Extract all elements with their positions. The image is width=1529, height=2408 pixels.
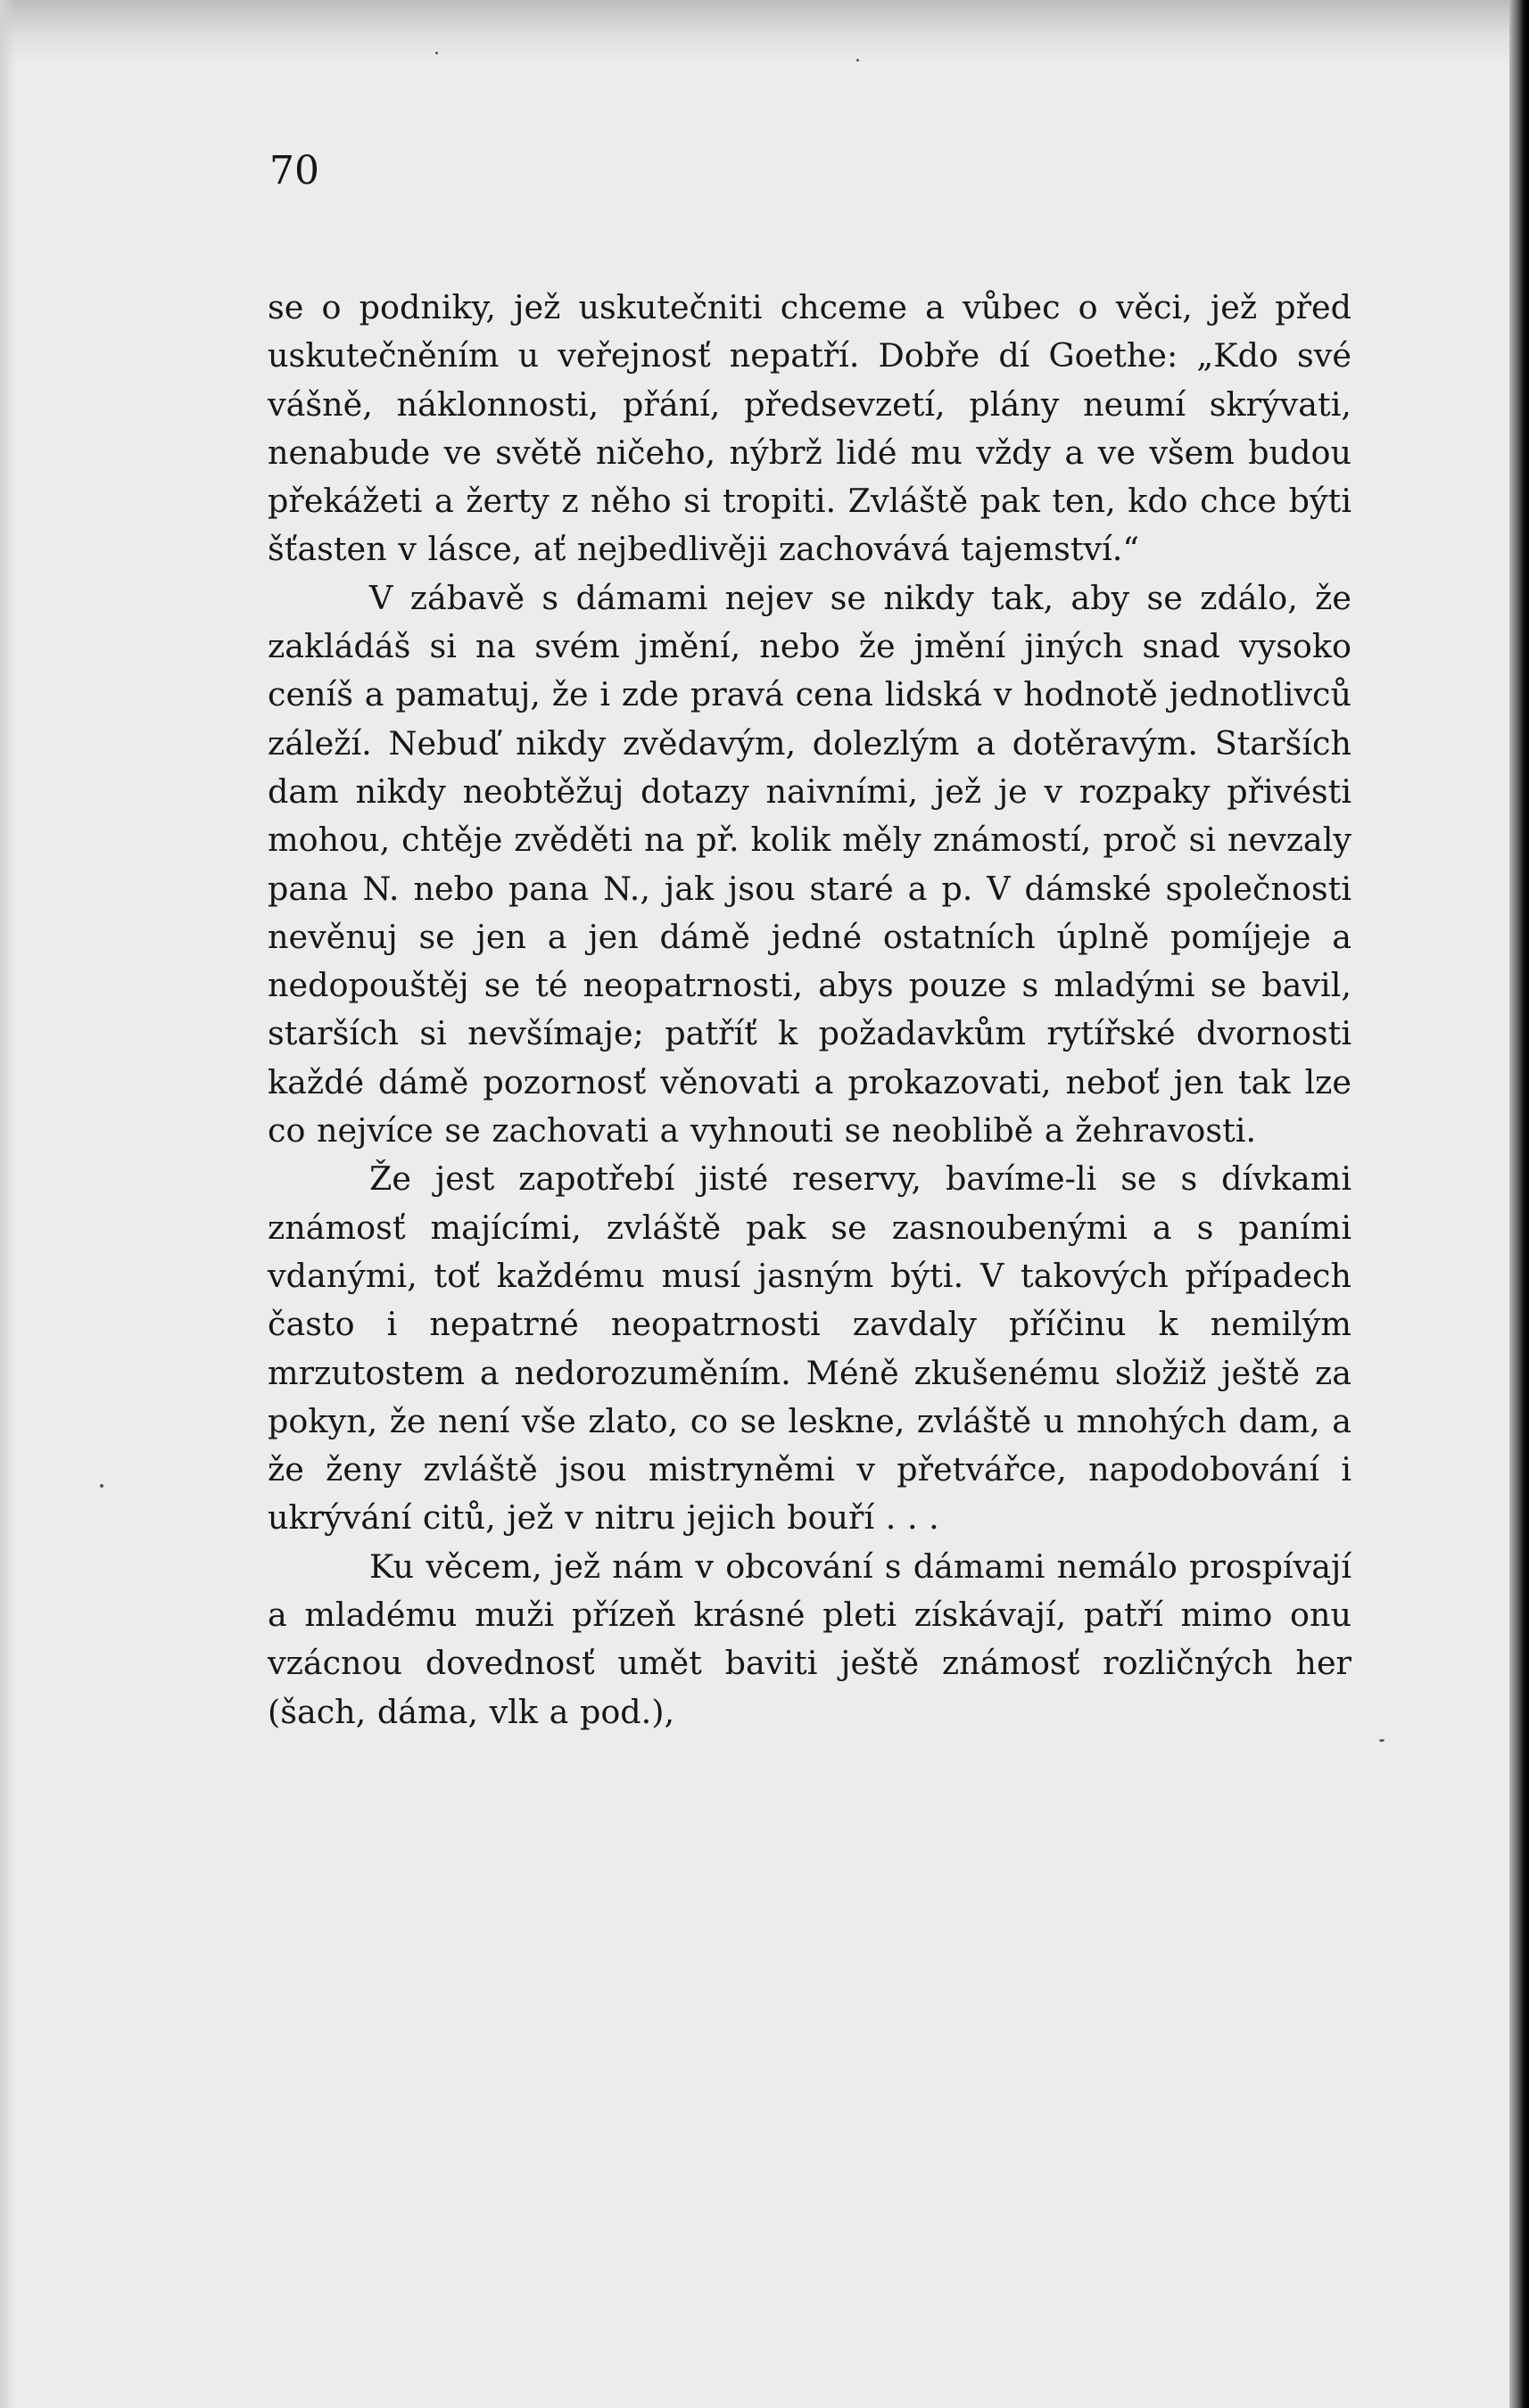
- paper-speck: [435, 52, 438, 54]
- left-edge-shade: [0, 0, 16, 2408]
- page-number: 70: [269, 148, 319, 194]
- paragraph: Ku věcem, jež nám v obcování s dámami nemálo prospívají a mladému muži přízeň krásné pleti získávají, patří mimo onu vzácnou dovednosť umět baviti ještě známosť rozličných her (šach, dáma, vlk a pod.),: [268, 1546, 1351, 1731]
- paragraph: se o podniky, jež uskutečniti chceme a vůbec o věci, jež před uskutečněním u veřejnosť nepatří. Dobře dí Goethe: „Kdo své vášně, náklonnosti, přání, předsevzetí, plány neumí skrývati, nenabude ve světě ničeho, nýbrž lidé mu vždy a ve všem budou překážeti a žerty z něho si tropiti. Zvláště pak ten, kdo chce býti šťasten v lásce, ať nejbedlivěji zachovává tajemství.“: [268, 288, 1351, 569]
- paragraph: V zábavě s dámami nejev se nikdy tak, aby se zdálo, že zakládáš si na svém jmění, nebo že jmění jiných snad vysoko ceníš a pamatuj, že i zde pravá cena lidská v hodnotě jednotlivců záleží. Nebuď nikdy zvědavým, dolezlým a dotěravým. Starších dam nikdy neobtěžuj dotazy naivními, jež je v rozpaky přivésti mohou, chtěje zvěděti na př. kolik měly známostí, proč si nevzaly pana N. nebo pana N., jak jsou staré a p. V dámské společnosti nevěnuj se jen a jen dámě jedné ostatních úplně pomíjeje a nedopouštěj se té neopatrnosti, abys pouze s mladými se bavil, starších si nevšímaje; patříť k požadavkům rytířské dvornosti každé dámě pozornosť věnovati a prokazovati, neboť jen tak lze co nejvíce se zachovati a vyhnouti se neoblibě a žehravosti.: [268, 578, 1351, 1150]
- page-binding-edge: [1509, 0, 1529, 2408]
- paper-speck: [856, 59, 859, 62]
- paragraph: Že jest zapotřebí jisté reservy, bavíme-li se s dívkami známosť majícími, zvláště pak se zasnoubenými a s paními vdanými, toť každému musí jasným býti. V takových případech často i nepatrné neopatrnosti zavdaly příčinu k nemilým mrzutostem a nedorozuměním. Méně zkušenému složiž ještě za pokyn, že není vše zlato, co se leskne, zvláště u mnohých dam, a že ženy zvláště jsou mistryněmi v přetvářce, napodobování i ukrývání citů, jež v nitru jejich bouří . . .: [268, 1159, 1351, 1538]
- book-page-content: [268, 148, 1351, 1736]
- paper-speck: [1379, 1739, 1384, 1742]
- body-text: [268, 284, 1351, 1736]
- paper-speck: [100, 1484, 103, 1488]
- top-edge-shadow: [0, 0, 1529, 62]
